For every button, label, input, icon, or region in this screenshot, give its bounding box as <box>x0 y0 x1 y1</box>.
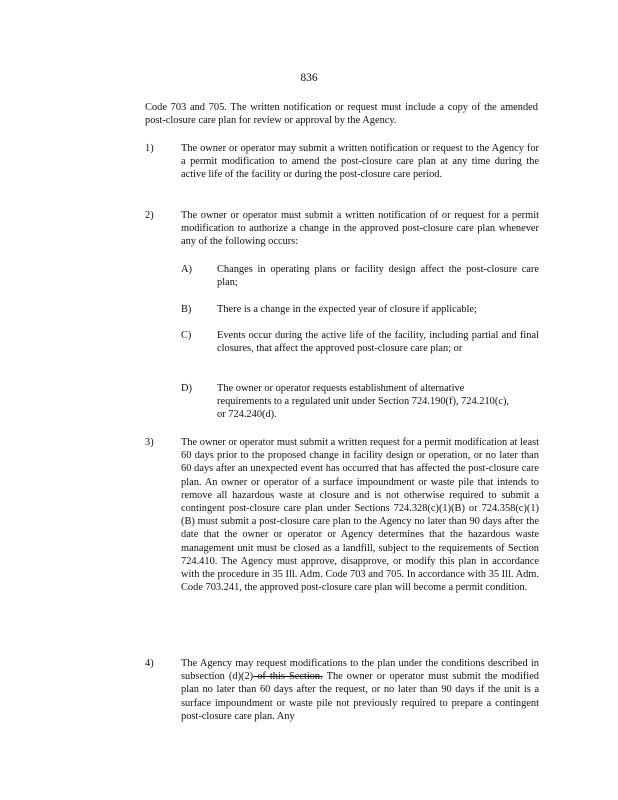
subitem-d-number: D) <box>181 383 192 394</box>
item-4-struck-text: of this Section. <box>253 671 323 683</box>
subitem-a-number: A) <box>181 264 192 275</box>
item-2-number: 2) <box>145 210 154 221</box>
subitem-a-text: Changes in operating plans or facility design affect the post-closure care plan; <box>217 264 539 289</box>
item-1-number: 1) <box>145 143 154 154</box>
item-3-text: The owner or operator must submit a written request for a permit modification at least 60 days prior to the proposed change in facility design or operation, or no later than 60 days after an unexpected event has occurred that has affected the post-closure care plan. An owner or operator of a surface impoundment or waste pile that intends to remove all hazardous waste at closure and is not otherwise required to submit a contingent post-closure care plan under Sections 724.328(c)(1)(B) or 724.358(c)(1)(B) must submit a post-closure care plan to the Agency no later than 90 days after the date that the owner or operator or Agency determines that the hazardous waste management unit must be closed as a landfill, subject to the requirements of Section 724.410. The Agency must approve, disapprove, or modify this plan in accordance with the procedure in 35 Ill. Adm. Code 703 and 705. In accordance with 35 Ill. Adm. Code 703.241, the approved post-closure care plan will become a permit condition. <box>181 437 539 594</box>
subitem-b-text: There is a change in the expected year of closure if applicable; <box>217 304 477 315</box>
intro-paragraph: Code 703 and 705. The written notification or request must include a copy of the amended post-closure care plan for review or approval by the Agency. <box>145 102 538 127</box>
page-number: 836 <box>300 72 318 84</box>
item-4-text-before: The Agency may request modifications to the plan under the conditions described in subsection (d)(2) <box>181 658 539 683</box>
item-3-number: 3) <box>145 437 154 448</box>
subitem-b-number: B) <box>181 304 192 315</box>
item-4-text <box>181 657 539 723</box>
item-4-text-after: The owner or operator must submit the modified plan no later than 60 days after the request, or no later than 90 days if the unit is a surface impoundment or waste pile not previously required to prepare a contingent post-closure care plan. Any <box>181 671 539 722</box>
subitem-c-text: Events occur during the active life of the facility, including partial and final closures, that affect the approved post-closure care plan; or <box>217 330 539 355</box>
subitem-c-number: C) <box>181 330 192 341</box>
item-2-text: The owner or operator must submit a written notification of or request for a permit modification to authorize a change in the approved post-closure care plan whenever any of the following occurs: <box>181 210 539 248</box>
item-4-number: 4) <box>145 658 154 669</box>
item-1-text: The owner or operator may submit a written notification or request to the Agency for a permit modification to amend the post-closure care plan at any time during the active life of the facility or during the post-closure care period. <box>181 143 539 181</box>
subitem-d-text: The owner or operator requests establishment of alternative requirements to a regulated unit under Section 724.190(f), 724.210(c), or 724.240(d). <box>217 383 510 421</box>
